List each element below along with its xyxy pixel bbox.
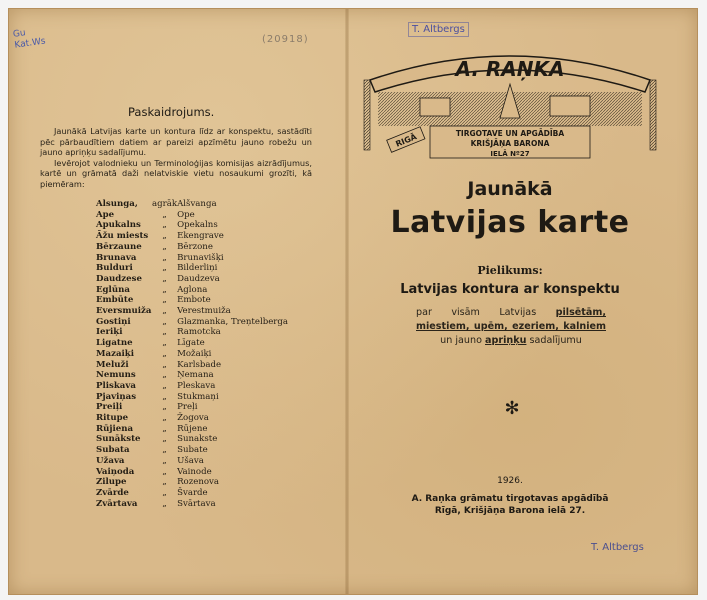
name-current: Ieriķi: [96, 327, 123, 338]
table-row: [96, 253, 296, 264]
table-row: [96, 349, 296, 360]
owner-stamp-bottom: T. Altbergs: [591, 542, 644, 553]
name-quote: „: [162, 466, 167, 477]
name-quote: „: [162, 370, 167, 381]
name-former: Līgate: [177, 338, 205, 349]
name-former: Možaiķi: [177, 348, 212, 359]
name-current: Brunava: [96, 252, 137, 263]
table-row: [96, 477, 296, 488]
name-quote: „: [162, 273, 167, 284]
name-former: Stukmaņi: [177, 391, 219, 402]
name-current: Zvārde: [96, 487, 129, 498]
table-row: [96, 210, 296, 221]
banner-line3: IELĀ Nº27: [490, 150, 530, 158]
intro-paragraph: Ievērojot valodnieku un Terminoloģijas komisijas aizrādījumus, kartē un grāmatā daži nelatviskie vietu nosaukumi grozīti, kā piemēram:: [40, 157, 312, 189]
name-former: Opekalns: [177, 220, 218, 231]
name-current: Alsunga,: [96, 199, 138, 209]
name-current: Bulduri: [96, 263, 133, 274]
name-current: Subata: [96, 445, 130, 456]
table-row: [96, 488, 296, 499]
banner-brand: A. RAŅKA: [455, 57, 565, 81]
name-current: Apukalns: [96, 220, 141, 231]
name-current: Nemuns: [96, 370, 136, 381]
banner-line1: TIRGOTAVE UN APGĀDĪBA: [455, 129, 565, 138]
banner-left-label: RIGĀ: [394, 132, 419, 149]
table-row: [96, 285, 296, 296]
name-quote: „: [162, 241, 167, 252]
publication-year: 1926.: [497, 476, 523, 486]
supplement-description: [416, 306, 606, 348]
name-current: Pliskava: [96, 380, 136, 391]
name-current: Vaiņoda: [96, 466, 135, 477]
table-row: [96, 424, 296, 435]
name-current: Sunākste: [96, 434, 141, 445]
name-current: Meluži: [96, 359, 129, 370]
table-row: [96, 381, 296, 392]
table-row: [96, 499, 296, 510]
owner-stamp-top: T. Altbergs: [408, 22, 469, 37]
desc-text: par visām Latvijas: [416, 307, 537, 318]
name-quote: „: [162, 306, 167, 317]
name-current: Eversmuiža: [96, 306, 152, 317]
name-former: Bērzone: [177, 241, 213, 252]
name-former: Ņemana: [177, 370, 214, 381]
name-former: Embote: [177, 295, 211, 306]
name-rows: [96, 210, 296, 510]
name-quote: „: [162, 498, 167, 509]
name-quote: „: [162, 316, 167, 327]
name-current: Pjaviņas: [96, 391, 137, 402]
name-former: Bilderliņi: [177, 263, 218, 274]
name-quote: agrāk: [152, 199, 178, 209]
handwritten-library-mark: Gu Kat.Ws: [12, 28, 47, 51]
name-former: Daudzeva: [177, 273, 220, 284]
table-row: [96, 445, 296, 456]
pencil-inventory-number: (20918): [262, 34, 309, 45]
name-quote: „: [162, 391, 167, 402]
name-current: Preiļi: [96, 402, 123, 413]
name-former: Alšvanga: [177, 199, 217, 209]
name-current: Āžu miests: [96, 231, 149, 242]
supplement-title: Latvijas kontura ar konspektu: [400, 282, 620, 297]
name-quote: „: [162, 434, 167, 445]
table-row: [96, 434, 296, 445]
table-row: [96, 413, 296, 424]
name-current: Zilupe: [96, 477, 127, 488]
name-former: Žogova: [177, 413, 209, 424]
table-row: [96, 242, 296, 253]
name-quote: „: [162, 338, 167, 349]
name-current: Ritupe: [96, 413, 129, 424]
name-quote: „: [162, 423, 167, 434]
table-row: [96, 274, 296, 285]
banner-line2: KRIŠJĀŅA BARONA: [470, 139, 550, 148]
table-row: [96, 467, 296, 478]
desc-text: sadalījumu: [529, 335, 582, 346]
name-former: Sunakste: [177, 434, 218, 445]
publisher-banner: [360, 40, 660, 160]
name-current: Ligatne: [96, 338, 133, 349]
table-row: [96, 338, 296, 349]
publisher-line-2: Rīgā, Krišjāņa Barona ielā 27.: [434, 506, 586, 516]
table-row: [96, 327, 296, 338]
name-quote: „: [162, 413, 167, 424]
name-quote: „: [162, 455, 167, 466]
name-current: Eglūna: [96, 284, 130, 295]
name-quote: „: [162, 252, 167, 263]
table-row: [96, 392, 296, 403]
supplement-label: Pielikums:: [477, 264, 543, 277]
name-quote: „: [162, 220, 167, 231]
name-former: Glazmanka, Treņtelberga: [177, 316, 289, 327]
table-row: [96, 456, 296, 467]
publisher-line-1: A. Raņka grāmatu tirgotavas apgādībā: [411, 494, 609, 504]
table-header-row: [96, 199, 296, 210]
name-current: Rūjiena: [96, 423, 134, 434]
center-fold: [345, 9, 349, 594]
desc-emphasis: pilsētām, miestiem, upēm, ezeriem, kalniem: [416, 307, 606, 332]
desc-emphasis: apriņķu: [485, 335, 527, 346]
name-quote: „: [162, 327, 167, 338]
name-quote: „: [162, 359, 167, 370]
table-row: [96, 370, 296, 381]
desc-text: un jauno: [440, 335, 482, 346]
name-quote: „: [162, 445, 167, 456]
name-current: Užava: [96, 455, 125, 466]
table-row: [96, 317, 296, 328]
table-row: [96, 231, 296, 242]
name-former: Karlsbade: [177, 359, 222, 370]
name-current: Embūte: [96, 295, 134, 306]
explanation-text: [40, 126, 312, 190]
title-main: Latvijas karte: [390, 205, 630, 240]
table-row: [96, 402, 296, 413]
explanation-heading: Paskaidrojums.: [128, 105, 215, 119]
table-row: [96, 263, 296, 274]
name-former: Rūjene: [177, 423, 208, 434]
name-quote: „: [162, 231, 167, 242]
table-row: [96, 360, 296, 371]
name-former: Preļi: [177, 402, 198, 413]
name-former: Švarde: [177, 487, 208, 498]
table-row: [96, 306, 296, 317]
name-quote: „: [162, 402, 167, 413]
name-former: Ekengrave: [177, 231, 224, 242]
intro-paragraph: Jaunākā Latvijas karte un kontura līdz ar konspektu, sastādīti pēc pārbaudītiem datiem ar pareizi apzīmētu jauno robežu un jauno apriņķu sadalījumu.: [40, 126, 312, 158]
name-current: Gostiņi: [96, 316, 131, 327]
table-row: [96, 295, 296, 306]
name-former: Aglona: [177, 284, 208, 295]
name-quote: „: [162, 487, 167, 498]
name-former: Ramotcka: [177, 327, 221, 338]
name-current: Mazaiķi: [96, 348, 135, 359]
name-former: Svārtava: [177, 498, 216, 509]
name-former: Pleskava: [177, 380, 216, 391]
name-former: Subate: [177, 445, 208, 456]
name-current: Ape: [96, 209, 115, 220]
name-former: Verestmuiža: [177, 306, 231, 317]
name-current: Bērzaune: [96, 241, 142, 252]
name-quote: „: [162, 380, 167, 391]
name-former: Ušava: [177, 455, 204, 466]
name-quote: „: [162, 348, 167, 359]
ornament-asterisk-icon: ✻: [504, 398, 520, 419]
name-current: Zvārtava: [96, 498, 138, 509]
name-quote: „: [162, 209, 167, 220]
place-name-table: [96, 199, 296, 509]
name-former: Vainode: [177, 466, 212, 477]
table-row: [96, 220, 296, 231]
name-quote: „: [162, 295, 167, 306]
title-subtitle: Jaunākā: [467, 178, 553, 200]
name-former: Brunavišķi: [177, 252, 224, 263]
name-former: Rozenova: [177, 477, 220, 488]
name-quote: „: [162, 263, 167, 274]
name-former: Ope: [177, 209, 195, 220]
name-quote: „: [162, 477, 167, 488]
name-current: Daudzese: [96, 273, 142, 284]
name-quote: „: [162, 284, 167, 295]
